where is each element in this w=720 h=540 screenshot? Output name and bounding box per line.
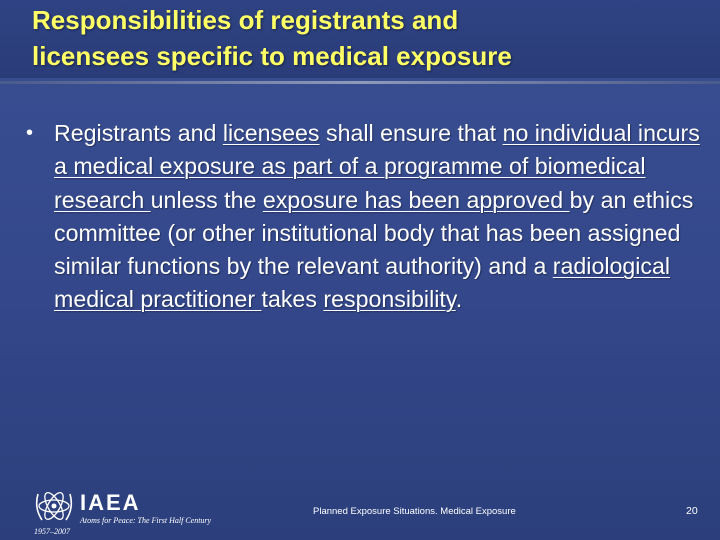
bullet-seg-3: shall ensure that (319, 120, 503, 146)
bullet-seg-1: Registrants and (54, 120, 223, 146)
bullet-seg-4: no individual incurs a medical exposure as part of a programme of biomedical research (54, 120, 700, 213)
footer-caption: Planned Exposure Situations. Medical Exposure (313, 506, 516, 517)
page-number: 20 (686, 505, 698, 517)
title-line-1: Responsibilities of registrants and (32, 5, 459, 35)
bullet-text (54, 117, 704, 317)
bullet-seg-6: exposure has been approved (262, 186, 570, 213)
title-line-2: licensees specific to medical exposure (32, 41, 512, 71)
iaea-logo (30, 484, 220, 540)
title-divider (0, 81, 720, 84)
slide-title (32, 2, 692, 74)
bullet-seg-9: takes (261, 286, 324, 313)
logo-years: 1957–2007 (34, 527, 70, 536)
bullet-seg-2: licensees (222, 120, 320, 146)
bullet-seg-10: responsibility (323, 286, 456, 313)
bullet-icon: • (26, 122, 34, 144)
bullet-seg-5: unless the (150, 186, 263, 213)
logo-wordmark: IAEA (80, 490, 141, 515)
bullet-seg-8: radiological medical practitioner (54, 253, 671, 313)
un-emblem-icon (32, 486, 76, 530)
bullet-seg-11: . (455, 286, 463, 313)
bullet-seg-7: by an ethics committee (or other institutional body that has been assigned similar functions by the relevant authority) and a (54, 186, 694, 280)
logo-tagline: Atoms for Peace: The First Half Century (80, 516, 212, 525)
